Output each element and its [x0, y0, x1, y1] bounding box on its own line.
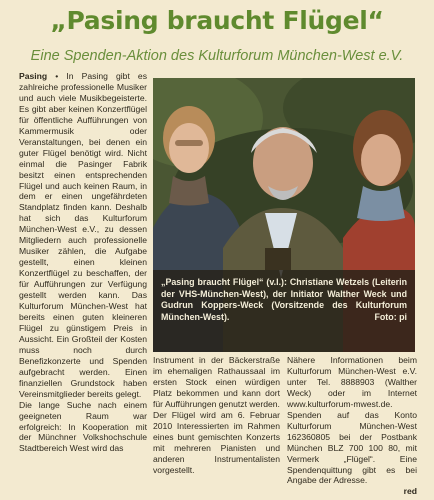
headline: „Pasing braucht Flügel“: [50, 6, 384, 35]
article-paragraph-3: Instrument in der Bäckerstraße im ehemaligen Rathaussaal im ersten Stock einen würdigen Platz bekommen und kann dort für Aufführungen genutzt werden.: [153, 355, 280, 409]
subheadline: Eine Spenden-Aktion des Kulturforum München-West e.V.: [30, 48, 404, 64]
article-paragraph-1: [19, 71, 147, 400]
photo-caption-text: „Pasing braucht Flügel“ (v.l.): Christiane Wetzels (Leiterin der VHS-München-West), der Initiator Walther Weck und Gudrun Koppers-Weck (Vorsitzende des Kulturforum München-West).: [161, 277, 407, 322]
article-paragraph-4: Der Flügel wird am 6. Februar 2010 Interessierten im Rahmen eines bunt gemischten Konzerts mit mehreren Pianisten und anderen Instrumentalisten vorgestellt.: [153, 409, 280, 475]
article-paragraph-5: Nähere Informationen beim Kulturforum München-West e.V. unter Tel. 8888903 (Walther Weck) oder im Internet www.kulturforum-mwest.de. Spenden auf das Konto Kulturforum München-West 162360805 bei der Postbank München BLZ 700 100 80, mit Vermerk „Flügel“. Eine Spendenquittung gibt es bei Angabe der Adresse.: [287, 355, 417, 486]
article-column-2: [153, 355, 280, 475]
photo-credit: Foto: pi: [374, 311, 407, 322]
article-column-1: [19, 71, 147, 454]
author-signature: red: [403, 486, 417, 497]
article-paragraph-2: Die lange Suche nach einem geeigneten Raum war erfolgreich: In Kooperation mit der Münchner Volkshochschule Stadtbereich West wird das: [19, 399, 147, 454]
article-column-3: [287, 355, 417, 497]
dateline-place: Pasing: [19, 71, 48, 81]
photo-caption: [153, 270, 415, 352]
group-photo: [153, 78, 415, 352]
article-text-1: • In Pasing gibt es zahlreiche professionelle Musiker und auch viele Musikbegeisterte. Es gibt aber keinen Konzertflügel für öffentliche Aufführungen von Kammermusik oder Veranstaltungen, bei denen ein guter Flügel benötigt wird. Nicht einmal die Pasinger Fabrik besitzt einen entsprechenden Flügel und auch keinen Raum, in dem er einen ungefährdeten Standplatz finden kann. Deshalb hat sich das Kulturforum München-West e.V., zu dessen Mitgliedern auch professionelle Musiker zählen, die Aufgabe gestellt, einen kleinen Konzertflügel zu beschaffen, der für Aufführungen zur Verfügung gestellt werden kann. Das Kulturforum München-West hat bereits einen guten kleineren Flügel zu günstigem Preis in Aussicht. Ein Großteil der Kosten muss noch durch Benefizkonzerte und Spenden aufgebracht werden. Einen finanziellen Grundstock haben Vereinsmitglieder bereits gelegt.: [19, 71, 148, 399]
